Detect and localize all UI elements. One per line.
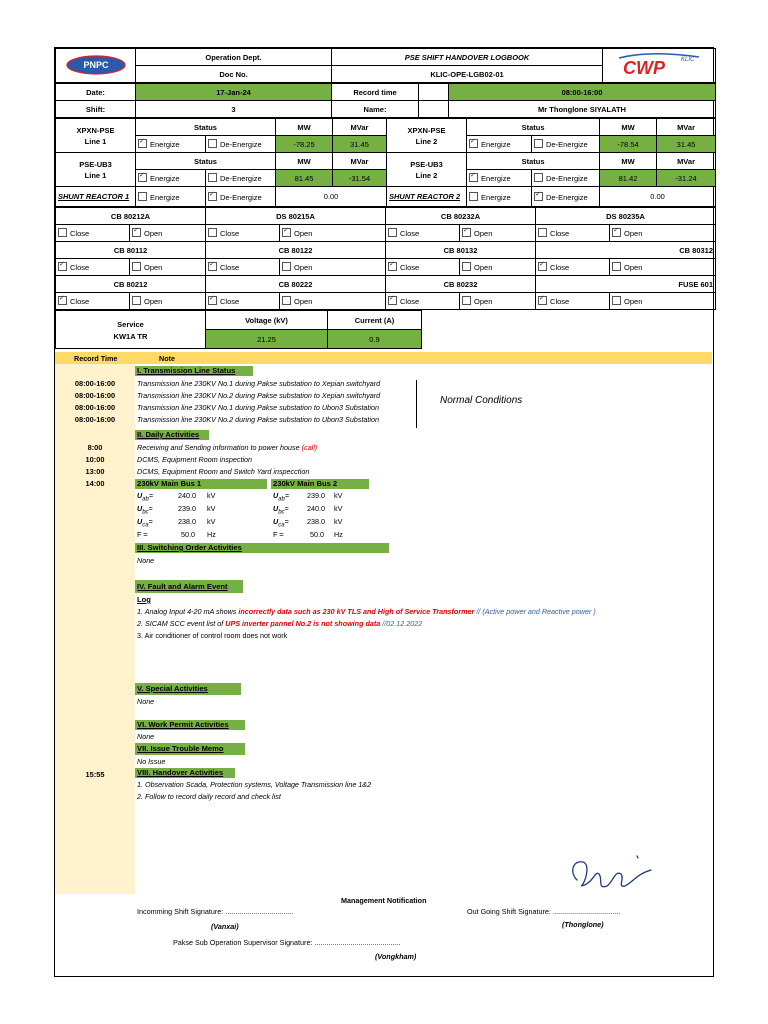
open-option[interactable]: Open bbox=[280, 259, 386, 276]
record-time: 08:00-16:00 bbox=[74, 391, 116, 400]
unit-hz: Hz bbox=[334, 530, 343, 539]
checkbox-checked-icon[interactable] bbox=[388, 262, 397, 271]
deenergize-option[interactable]: ✓ De-Energize bbox=[532, 187, 600, 207]
outgoing-signer-name: (Thonglone) bbox=[562, 920, 604, 929]
checkbox-icon[interactable] bbox=[282, 262, 291, 271]
mvar-value[interactable]: 31.45 bbox=[657, 136, 716, 153]
fault-1: 1. Analog Input 4-20 mA shows incorrectly data such as 230 kV TLS and High of Service Transformer // (Active power and Reactive power ) bbox=[137, 607, 596, 616]
supervisor-name: (Vongkham) bbox=[375, 952, 417, 961]
open-option[interactable]: ✓ Open bbox=[130, 225, 206, 242]
bus1-ubc-value: 239.0 bbox=[178, 504, 196, 513]
checkbox-icon[interactable] bbox=[534, 139, 543, 148]
handover-2: 2. Follow to record daily record and check list bbox=[137, 792, 281, 801]
energize-option[interactable]: ✓ Energize bbox=[467, 170, 532, 187]
shunt-reactor-1-value[interactable]: 0.00 bbox=[276, 187, 387, 207]
bus1-ubc: $U_{bc}=$ bbox=[137, 504, 153, 516]
checkbox-icon[interactable] bbox=[208, 228, 217, 237]
dept-cell: Operation Dept. bbox=[136, 49, 332, 66]
record-time-label: Record time bbox=[332, 84, 419, 101]
breaker-name: CB 80212A bbox=[56, 208, 206, 225]
bus1-uca-value: 238.0 bbox=[178, 517, 196, 526]
bus2-ubc: $U_{bc}=$ bbox=[273, 504, 289, 516]
status-header: Status bbox=[467, 153, 600, 170]
checkbox-icon[interactable] bbox=[538, 228, 547, 237]
unit-kv: kV bbox=[334, 491, 343, 500]
open-option[interactable]: Open bbox=[610, 259, 716, 276]
date-value[interactable]: 17-Jan-24 bbox=[136, 84, 332, 101]
bus2-header: 230kV Main Bus 2 bbox=[271, 479, 369, 489]
line-status-table bbox=[55, 118, 716, 207]
work-permit-none: None bbox=[137, 732, 155, 741]
notes-section bbox=[55, 352, 712, 894]
xpxn-line1-name: XPXN-PSE Line 1 bbox=[56, 119, 136, 153]
open-option[interactable]: Open bbox=[460, 259, 536, 276]
record-time: 10:00 bbox=[85, 455, 105, 464]
incoming-signer-name: (Vanxai) bbox=[211, 922, 239, 931]
tl-note: Transmission line 230KV No.2 during Pakse substation to Ubon3 Substation bbox=[137, 415, 379, 424]
checkbox-checked-icon[interactable] bbox=[534, 192, 543, 201]
close-option[interactable]: ✓ Close bbox=[536, 293, 610, 310]
checkbox-checked-icon[interactable] bbox=[58, 262, 67, 271]
unit-kv: kV bbox=[334, 517, 343, 526]
breaker-name: CB 80232 bbox=[386, 276, 536, 293]
breaker-name: CB 80312 bbox=[536, 242, 716, 259]
close-option[interactable]: ✓Close bbox=[56, 293, 130, 310]
shift-label: Shift: bbox=[56, 101, 136, 118]
fault-3: 3. Air conditioner of control room does not work bbox=[137, 631, 288, 640]
bus1-uca: $U_{ca}=$ bbox=[137, 517, 153, 529]
breaker-name: CB 80212 bbox=[56, 276, 206, 293]
energize-option[interactable]: ✓Energize bbox=[136, 136, 206, 153]
bus2-f-value: 50.0 bbox=[310, 530, 324, 539]
mw-header: MW bbox=[600, 153, 657, 170]
checkbox-icon[interactable] bbox=[462, 262, 471, 271]
tl-note: Transmission line 230KV No.2 during Pakse substation to Xepian switchyard bbox=[137, 391, 381, 400]
daily-activity: DCMS, Equipment Room inspection bbox=[137, 455, 253, 464]
mvar-header: MVar bbox=[333, 119, 387, 136]
bus2-f: F = bbox=[273, 530, 284, 539]
open-option[interactable]: Open bbox=[610, 293, 716, 310]
bus1-uab: $U_{ab}=$ bbox=[137, 491, 154, 503]
close-option[interactable]: Close bbox=[386, 225, 460, 242]
incoming-signature-line[interactable]: Incomming Shift Signature: .................................. bbox=[137, 907, 294, 916]
checkbox-checked-icon[interactable] bbox=[538, 262, 547, 271]
record-time: 08:00-16:00 bbox=[74, 379, 116, 388]
open-option[interactable]: Open bbox=[130, 293, 206, 310]
shunt-reactor-1-label: SHUNT REACTOR 1 bbox=[56, 187, 136, 207]
checkbox-checked-icon[interactable] bbox=[58, 296, 67, 305]
cwp-logo-icon bbox=[611, 52, 707, 78]
section-daily-activities: II. Daily Activities bbox=[135, 430, 209, 440]
current-label: Current (A) bbox=[328, 311, 422, 330]
date-shift-table bbox=[55, 83, 716, 118]
deenergize-option[interactable]: ✓ De-Energize bbox=[206, 187, 276, 207]
normal-conditions: Normal Conditions bbox=[440, 395, 523, 406]
current-value[interactable]: 0.9 bbox=[328, 330, 422, 349]
mvar-header: MVar bbox=[657, 119, 716, 136]
mvar-header: MVar bbox=[657, 153, 716, 170]
open-option[interactable]: ✓ Open bbox=[610, 225, 716, 242]
checkbox-icon[interactable] bbox=[612, 296, 621, 305]
section-work-permit: VI. Work Permit Activities bbox=[135, 720, 245, 730]
checkbox-icon[interactable] bbox=[612, 262, 621, 271]
checkbox-checked-icon[interactable] bbox=[132, 228, 141, 237]
voltage-value[interactable]: 21.25 bbox=[206, 330, 328, 349]
close-option[interactable]: Close bbox=[536, 225, 610, 242]
checkbox-checked-icon[interactable] bbox=[138, 173, 147, 182]
breaker-name: FUSE 601 bbox=[536, 276, 716, 293]
tl-note: Transmission line 230KV No.1 during Pakse substation to Ubon3 Substation bbox=[137, 403, 379, 412]
bus2-uca: $U_{ca}=$ bbox=[273, 517, 289, 529]
checkbox-checked-icon[interactable] bbox=[208, 262, 217, 271]
deenergize-option[interactable]: De-Energize bbox=[206, 136, 276, 153]
close-option[interactable]: ✓ Close bbox=[386, 259, 460, 276]
note-header: Note bbox=[159, 354, 175, 363]
mvar-header: MVar bbox=[333, 153, 387, 170]
mw-value[interactable]: 81.42 bbox=[600, 170, 657, 187]
open-option[interactable]: Open bbox=[130, 259, 206, 276]
mvar-value[interactable]: -31.24 bbox=[657, 170, 716, 187]
service-table bbox=[55, 310, 422, 349]
checkbox-icon[interactable] bbox=[462, 296, 471, 305]
bus2-uab-value: 239.0 bbox=[307, 491, 325, 500]
service-cell: Service KW1A TR bbox=[56, 311, 206, 349]
mw-value[interactable]: -78.25 bbox=[276, 136, 333, 153]
section-fault-alarm: IV. Fault and Alarm Event Log bbox=[135, 580, 243, 593]
energize-option[interactable]: Energize bbox=[136, 187, 206, 207]
name-value[interactable]: Mr Thonglone SIYALATH bbox=[449, 101, 716, 118]
bus1-uab-value: 240.0 bbox=[178, 491, 196, 500]
supervisor-signature-line[interactable]: Pakse Sub Operation Supervisor Signature: ........................................... bbox=[173, 938, 401, 947]
handwritten-signature bbox=[563, 850, 658, 895]
section-switching-order: III. Switching Order Activities bbox=[135, 543, 389, 553]
bus1-f: F = bbox=[137, 530, 148, 539]
deenergize-option[interactable]: De-Energize bbox=[532, 170, 600, 187]
deenergize-option[interactable]: De-Energize bbox=[206, 170, 276, 187]
ub3-line2-name: PSE-UB3 Line 2 bbox=[387, 153, 467, 187]
close-option[interactable]: ✓ Close bbox=[206, 259, 280, 276]
pnpc-logo bbox=[56, 49, 136, 83]
checkbox-icon[interactable] bbox=[208, 139, 217, 148]
open-option[interactable]: ✓ Open bbox=[280, 225, 386, 242]
shift-value[interactable]: 3 bbox=[136, 101, 332, 118]
unit-kv: kV bbox=[207, 517, 216, 526]
energize-option[interactable]: Energize bbox=[467, 187, 532, 207]
breaker-name: CB 80112 bbox=[56, 242, 206, 259]
open-option[interactable]: ✓ Open bbox=[460, 225, 536, 242]
cwp-logo bbox=[603, 49, 716, 83]
mw-header: MW bbox=[276, 119, 333, 136]
checkbox-checked-icon[interactable] bbox=[138, 139, 147, 148]
status-header: Status bbox=[467, 119, 600, 136]
shunt-reactor-2-label: SHUNT REACTOR 2 bbox=[387, 187, 467, 207]
mw-header: MW bbox=[600, 119, 657, 136]
breaker-name: DS 80235A bbox=[536, 208, 716, 225]
open-option[interactable]: Open bbox=[280, 293, 386, 310]
record-time: 8:00 bbox=[87, 443, 103, 452]
svg-text:PNPC: PNPC bbox=[82, 59, 109, 70]
record-time-value[interactable]: 08:00-16:00 bbox=[449, 84, 716, 101]
ub3-line1-name: PSE-UB3 Line 1 bbox=[56, 153, 136, 187]
unit-hz: Hz bbox=[207, 530, 216, 539]
record-time: 14:00 bbox=[85, 479, 105, 488]
bracket-line bbox=[416, 380, 417, 428]
management-notification: Management Notification bbox=[341, 896, 427, 905]
checkbox-icon[interactable] bbox=[534, 173, 543, 182]
energize-option[interactable]: ✓Energize bbox=[136, 170, 206, 187]
breaker-name: CB 80222 bbox=[206, 276, 386, 293]
checkbox-checked-icon[interactable] bbox=[469, 173, 478, 182]
close-option[interactable]: ✓Close bbox=[56, 259, 130, 276]
breaker-name: CB 80232A bbox=[386, 208, 536, 225]
pnpc-logo-icon bbox=[65, 54, 127, 76]
breaker-table bbox=[55, 207, 716, 310]
logbook-form bbox=[54, 47, 714, 977]
checkbox-checked-icon[interactable] bbox=[208, 192, 217, 201]
breaker-name: CB 80132 bbox=[386, 242, 536, 259]
bus1-f-value: 50.0 bbox=[181, 530, 195, 539]
record-time: 08:00-16:00 bbox=[74, 403, 116, 412]
date-label: Date: bbox=[56, 84, 136, 101]
name-label: Name: bbox=[332, 101, 419, 118]
checkbox-icon[interactable] bbox=[282, 296, 291, 305]
checkbox-icon[interactable] bbox=[58, 228, 67, 237]
mvar-value[interactable]: 31.45 bbox=[333, 136, 387, 153]
close-option[interactable]: ✓ Close bbox=[386, 293, 460, 310]
mvar-value[interactable]: -31.54 bbox=[333, 170, 387, 187]
unit-kv: kV bbox=[207, 491, 216, 500]
unit-kv: kV bbox=[334, 504, 343, 513]
close-option[interactable]: ✓ Close bbox=[206, 293, 280, 310]
breaker-name: CB 80122 bbox=[206, 242, 386, 259]
notes-header-band bbox=[55, 352, 712, 364]
close-option[interactable]: ✓ Close bbox=[536, 259, 610, 276]
record-time: 15:55 bbox=[85, 770, 105, 779]
unit-kv: kV bbox=[207, 504, 216, 513]
bus2-uca-value: 238.0 bbox=[307, 517, 325, 526]
header-table bbox=[55, 48, 716, 83]
checkbox-checked-icon[interactable] bbox=[462, 228, 471, 237]
section-special-activities: V. Special Activities bbox=[135, 683, 241, 695]
record-time: 08:00-16:00 bbox=[74, 415, 116, 424]
switching-none: None bbox=[137, 556, 155, 565]
checkbox-checked-icon[interactable] bbox=[282, 228, 291, 237]
record-time-header: Record Time bbox=[74, 354, 118, 363]
section-issue-trouble: VII. Issue Trouble Memo bbox=[135, 743, 245, 755]
mw-value[interactable]: -78.54 bbox=[600, 136, 657, 153]
mw-header: MW bbox=[276, 153, 333, 170]
energize-option[interactable]: ✓ Energize bbox=[467, 136, 532, 153]
bus2-uab: $U_{ab}=$ bbox=[273, 491, 290, 503]
special-none: None bbox=[137, 697, 155, 706]
checkbox-icon[interactable] bbox=[388, 228, 397, 237]
checkbox-checked-icon[interactable] bbox=[469, 139, 478, 148]
doc-no-label: Doc No. bbox=[136, 66, 332, 83]
checkbox-checked-icon[interactable] bbox=[538, 296, 547, 305]
close-option[interactable]: Close bbox=[56, 225, 130, 242]
record-time: 13:00 bbox=[85, 467, 105, 476]
svg-text:KLIC: KLIC bbox=[681, 56, 695, 63]
deenergize-option[interactable]: De-Energize bbox=[532, 136, 600, 153]
checkbox-icon[interactable] bbox=[469, 192, 478, 201]
section-handover: VIII. Handover Activities bbox=[135, 768, 235, 778]
checkbox-icon[interactable] bbox=[132, 296, 141, 305]
doc-no-value: KLIC-OPE-LGB02-01 bbox=[332, 66, 603, 83]
shunt-reactor-2-value[interactable]: 0.00 bbox=[600, 187, 716, 207]
tl-note: Transmission line 230KV No.1 during Pakse substation to Xepian switchyard bbox=[137, 379, 381, 388]
checkbox-icon[interactable] bbox=[138, 192, 147, 201]
voltage-label: Voltage (kV) bbox=[206, 311, 328, 330]
logbook-title: PSE SHIFT HANDOVER LOGBOOK bbox=[332, 49, 603, 66]
svg-text:CWP: CWP bbox=[623, 57, 665, 78]
bus1-header: 230kV Main Bus 1 bbox=[135, 479, 267, 489]
daily-activity: Receiving and Sending information to power house (call) bbox=[137, 443, 318, 452]
outgoing-signature-line[interactable]: Out Going Shift Signature: .................................. bbox=[467, 907, 621, 916]
handover-1: 1. Observation Scada, Protection systems, Voltage Transmission line 1&2 bbox=[137, 780, 372, 789]
fault-2: 2. SICAM SCC event list of UPS inverter pannel No.2 is not showing data //02.12.2022 bbox=[137, 619, 423, 628]
xpxn-line2-name: XPXN-PSE Line 2 bbox=[387, 119, 467, 153]
close-option[interactable]: Close bbox=[206, 225, 280, 242]
status-header: Status bbox=[136, 153, 276, 170]
breaker-name: DS 80215A bbox=[206, 208, 386, 225]
checkbox-checked-icon[interactable] bbox=[388, 296, 397, 305]
checkbox-icon[interactable] bbox=[132, 262, 141, 271]
section-transmission-line: I. Transmission Line Status bbox=[135, 366, 253, 376]
open-option[interactable]: Open bbox=[460, 293, 536, 310]
mw-value[interactable]: 81.45 bbox=[276, 170, 333, 187]
daily-activity: DCMS, Equipment Room and Switch Yard inspecction bbox=[137, 467, 310, 476]
checkbox-checked-icon[interactable] bbox=[208, 296, 217, 305]
checkbox-icon[interactable] bbox=[208, 173, 217, 182]
bus2-ubc-value: 240.0 bbox=[307, 504, 325, 513]
status-header: Status bbox=[136, 119, 276, 136]
no-issue: No Issue bbox=[137, 757, 166, 766]
checkbox-checked-icon[interactable] bbox=[612, 228, 621, 237]
